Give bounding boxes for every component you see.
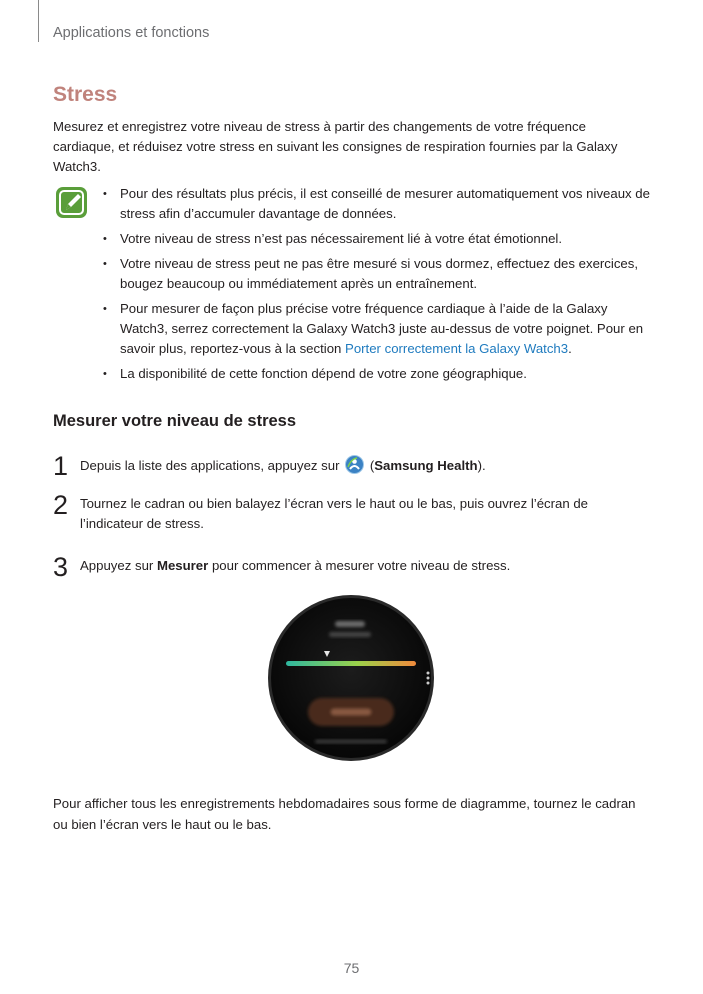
note-bullet: • Votre niveau de stress n’est pas nécessairement lié à votre état émotionnel. [103, 231, 563, 246]
footer-paragraph: Pour afficher tous les enregistrements hebdomadaires sous forme de diagramme, tournez le cadran ou bien l’écran vers le haut ou le bas. [53, 796, 636, 832]
watch-stress-screen [267, 594, 435, 762]
samsung-health-icon [345, 455, 364, 474]
more-options-icon[interactable] [427, 672, 430, 685]
step-3-text: Appuyez sur Mesurer pour commencer à mesurer votre niveau de stress. [80, 558, 511, 573]
note-bullet: • La disponibilité de cette fonction dépend de votre zone géographique. [103, 366, 527, 381]
measure-button[interactable] [308, 698, 394, 726]
header-rule [38, 0, 39, 42]
step-1-text: Depuis la liste des applications, appuyez sur (Samsung Health). [80, 455, 640, 476]
step-number: 2 [53, 490, 69, 520]
subheading: Mesurer votre niveau de stress [53, 412, 297, 430]
wearing-guide-link[interactable]: Porter correctement la Galaxy Watch3 [345, 341, 569, 356]
note-bullet: • Votre niveau de stress peut ne pas être mesuré si vous dormez, effectuez des exercices, bougez beaucoup ou immédiatement après un entraînement. [103, 256, 639, 291]
running-header: Applications et fonctions [53, 25, 210, 41]
stress-gauge-bar [286, 661, 416, 666]
intro-paragraph: Mesurez et enregistrez votre niveau de stress à partir des changements de votre fréquence cardiaque, et réduisez votre stress en suivant les consignes de respiration fournies par la Galaxy Watch3. [53, 119, 618, 174]
step-number: 3 [53, 552, 69, 582]
note-bullet: • Pour des résultats plus précis, il est conseillé de mesurer automatiquement vos niveaux de stress afin d’accumuler davantage de données. [103, 186, 650, 221]
watch-footer-blurred [315, 739, 387, 744]
section-title: Stress [53, 83, 118, 106]
step-number: 1 [53, 451, 69, 481]
page-number: 75 [343, 960, 360, 976]
note-bullet: • Pour mesurer de façon plus précise votre fréquence cardiaque à l’aide de la Galaxy Watch3, serrez correctement la Galaxy Watch3 juste au-dessus de votre poignet. Pour en savoir plus, reportez-vous à la section Porter correctement la Galaxy Watch3. [103, 301, 644, 356]
step-2-text: Tournez le cadran ou bien balayez l’écran vers le haut ou le bas, puis ouvrez l’écran de l’indicateur de stress. [80, 496, 589, 531]
note-pencil-icon [55, 186, 88, 219]
note-bullet-list [103, 184, 651, 389]
